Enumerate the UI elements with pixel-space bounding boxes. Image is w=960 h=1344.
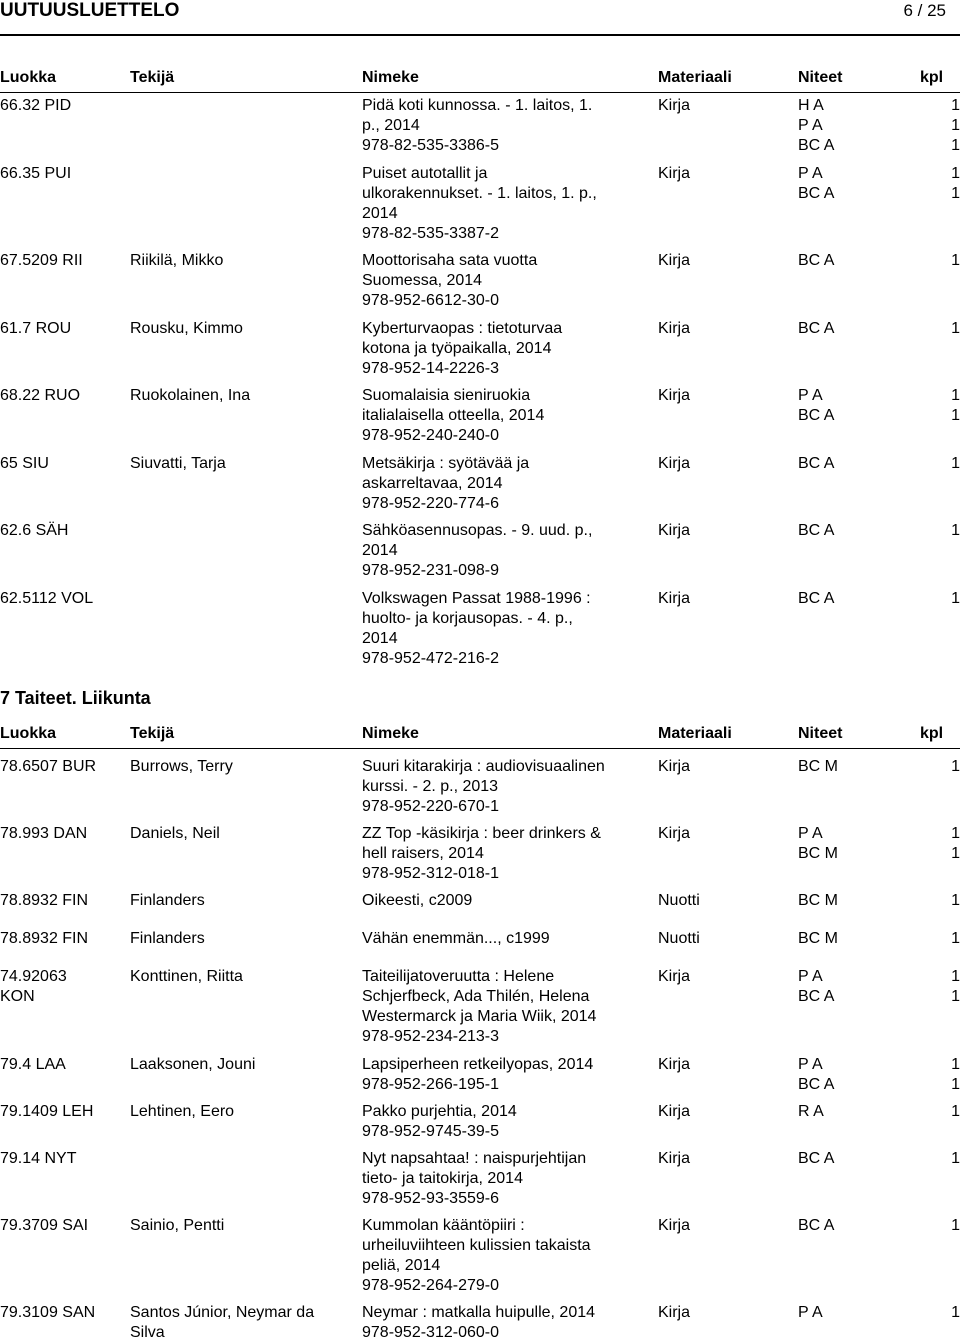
nimeke-line: Moottorisaha sata vuotta xyxy=(362,252,538,269)
cell-niteet xyxy=(798,96,908,156)
cell-nimeke xyxy=(362,929,654,949)
cell-luokka: 78.8932 FIN xyxy=(0,930,89,947)
cell-tekija: Konttinen, Riitta xyxy=(130,968,243,985)
cell-luokka: 79.3709 SAI xyxy=(0,1217,89,1234)
cell-materiaali: Nuotti xyxy=(658,892,700,909)
cell-materiaali: Kirja xyxy=(658,387,691,404)
niteet-location: BC A xyxy=(798,137,835,154)
cell-kpl xyxy=(920,164,960,204)
nimeke-line: Kummolan kääntöpiiri : xyxy=(362,1217,525,1234)
cell-tekija: Ruokolainen, Ina xyxy=(130,387,251,404)
col-header-niteet: Niteet xyxy=(798,725,843,742)
cell-kpl xyxy=(920,386,960,426)
cell-niteet xyxy=(798,1216,908,1236)
cell-kpl xyxy=(920,891,960,911)
cell-niteet xyxy=(798,891,908,911)
cell-luokka: 61.7 ROU xyxy=(0,320,72,337)
cell-niteet xyxy=(798,454,908,474)
nimeke-line: Metsäkirja : syötävää ja xyxy=(362,455,530,472)
cell-materiaali: Kirja xyxy=(658,1150,691,1167)
niteet-location: P A xyxy=(798,117,823,134)
cell-nimeke xyxy=(362,967,654,1047)
nimeke-line: 2014 xyxy=(362,205,398,222)
niteet-count: 1 xyxy=(951,407,960,424)
cell-nimeke xyxy=(362,757,654,817)
col-header-nimeke: Nimeke xyxy=(362,69,419,86)
niteet-count: 1 xyxy=(951,968,960,985)
nimeke-line: Kyberturvaopas : tietoturvaa xyxy=(362,320,563,337)
niteet-location: BC A xyxy=(798,185,835,202)
niteet-count: 1 xyxy=(951,1103,960,1120)
cell-niteet xyxy=(798,319,908,339)
cell-nimeke xyxy=(362,1149,654,1209)
nimeke-line: tieto- ja taitokirja, 2014 xyxy=(362,1170,523,1187)
nimeke-line: kotona ja työpaikalla, 2014 xyxy=(362,340,552,357)
niteet-location: P A xyxy=(798,968,823,985)
niteet-count: 1 xyxy=(951,1217,960,1234)
cell-niteet xyxy=(798,1055,908,1095)
cell-niteet xyxy=(798,386,908,426)
col-header-luokka: Luokka xyxy=(0,69,57,86)
cell-kpl xyxy=(920,1216,960,1236)
niteet-location: BC M xyxy=(798,930,838,947)
niteet-count: 1 xyxy=(951,137,960,154)
niteet-location: BC A xyxy=(798,455,835,472)
section-title: 7 Taiteet. Liikunta xyxy=(0,688,151,708)
niteet-location: BC A xyxy=(798,320,835,337)
cell-tekija: Laaksonen, Jouni xyxy=(130,1056,256,1073)
cell-materiaali: Kirja xyxy=(658,1217,691,1234)
cell-kpl xyxy=(920,319,960,339)
cell-tekija: Riikilä, Mikko xyxy=(130,252,224,269)
niteet-count: 1 xyxy=(951,252,960,269)
niteet-location: BC M xyxy=(798,892,838,909)
cell-kpl xyxy=(920,1055,960,1095)
cell-kpl xyxy=(920,824,960,864)
niteet-count: 1 xyxy=(951,825,960,842)
cell-materiaali: Kirja xyxy=(658,320,691,337)
cell-luokka: 78.6507 BUR xyxy=(0,758,97,775)
col-header-tekija: Tekijä xyxy=(130,69,175,86)
niteet-count: 1 xyxy=(951,590,960,607)
nimeke-line: 978-952-240-240-0 xyxy=(362,427,499,444)
nimeke-line: Taiteilijatoveruutta : Helene xyxy=(362,968,555,985)
col-header-materiaali: Materiaali xyxy=(658,69,732,86)
niteet-count: 1 xyxy=(951,845,960,862)
niteet-count: 1 xyxy=(951,387,960,404)
cell-kpl xyxy=(920,251,960,271)
cell-tekija: Lehtinen, Eero xyxy=(130,1103,235,1120)
nimeke-line: Neymar : matkalla huipulle, 2014 xyxy=(362,1304,596,1321)
nimeke-line: 978-952-472-216-2 xyxy=(362,650,499,667)
cell-materiaali: Kirja xyxy=(658,252,691,269)
cell-niteet xyxy=(798,521,908,541)
nimeke-line: Suomessa, 2014 xyxy=(362,272,483,289)
cell-luokka: 78.8932 FIN xyxy=(0,892,89,909)
cell-niteet xyxy=(798,1149,908,1169)
niteet-count: 1 xyxy=(951,892,960,909)
cell-niteet xyxy=(798,967,908,1007)
cell-materiaali: Kirja xyxy=(658,590,691,607)
niteet-location: BC A xyxy=(798,252,835,269)
cell-kpl xyxy=(920,454,960,474)
niteet-location: P A xyxy=(798,387,823,404)
cell-nimeke xyxy=(362,891,654,911)
nimeke-line: Pidä koti kunnossa. - 1. laitos, 1. xyxy=(362,97,593,114)
nimeke-line: Vähän enemmän..., c1999 xyxy=(362,930,550,947)
nimeke-line: Suomalaisia sieniruokia xyxy=(362,387,531,404)
nimeke-line: Sähköasennusopas. - 9. uud. p., xyxy=(362,522,593,539)
cell-materiaali: Kirja xyxy=(658,968,691,985)
nimeke-line: 2014 xyxy=(362,630,398,647)
nimeke-line: p., 2014 xyxy=(362,117,420,134)
niteet-location: BC A xyxy=(798,590,835,607)
niteet-location: BC A xyxy=(798,988,835,1005)
cell-materiaali: Kirja xyxy=(658,1304,691,1321)
niteet-count: 1 xyxy=(951,1076,960,1093)
cell-tekija: Daniels, Neil xyxy=(130,825,220,842)
cell-tekija: Siuvatti, Tarja xyxy=(130,455,226,472)
cell-tekija: Sainio, Pentti xyxy=(130,1217,225,1234)
niteet-count: 1 xyxy=(951,455,960,472)
col-header-tekija: Tekijä xyxy=(130,725,175,742)
nimeke-line: 978-952-312-018-1 xyxy=(362,865,499,882)
col-header-niteet: Niteet xyxy=(798,69,843,86)
header-divider xyxy=(0,748,960,749)
cell-materiaali: Kirja xyxy=(658,825,691,842)
cell-materiaali: Kirja xyxy=(658,1056,691,1073)
niteet-count: 1 xyxy=(951,988,960,1005)
nimeke-line: Nyt napsahtaa! : naispurjehtijan xyxy=(362,1150,587,1167)
niteet-location: BC A xyxy=(798,522,835,539)
niteet-location: H A xyxy=(798,97,824,114)
nimeke-line: 978-952-93-3559-6 xyxy=(362,1190,499,1207)
cell-luokka: 66.35 PUI xyxy=(0,165,72,182)
cell-luokka: 68.22 RUO xyxy=(0,387,81,404)
cell-luokka: 74.92063 KON xyxy=(0,968,67,1005)
cell-tekija: Rousku, Kimmo xyxy=(130,320,243,337)
cell-kpl xyxy=(920,757,960,777)
cell-luokka: 79.4 LAA xyxy=(0,1056,66,1073)
col-header-kpl: kpl xyxy=(920,725,944,742)
niteet-location: BC M xyxy=(798,845,838,862)
cell-luokka: 62.5112 VOL xyxy=(0,590,94,607)
cell-nimeke xyxy=(362,824,654,884)
page-title: UUTUUSLUETTELO xyxy=(0,0,180,21)
nimeke-line: Lapsiperheen retkeilyopas, 2014 xyxy=(362,1056,594,1073)
niteet-location: BC A xyxy=(798,407,835,424)
nimeke-line: huolto- ja korjausopas. - 4. p., xyxy=(362,610,573,627)
cell-niteet xyxy=(798,824,908,864)
col-header-materiaali: Materiaali xyxy=(658,725,732,742)
cell-luokka: 79.14 NYT xyxy=(0,1150,77,1167)
cell-tekija: Finlanders xyxy=(130,892,205,909)
nimeke-line: kurssi. - 2. p., 2013 xyxy=(362,778,499,795)
cell-tekija: Finlanders xyxy=(130,930,205,947)
cell-luokka: 65 SIU xyxy=(0,455,49,472)
cell-tekija: Burrows, Terry xyxy=(130,758,233,775)
table-header xyxy=(0,723,960,745)
cell-nimeke xyxy=(362,251,654,311)
niteet-count: 1 xyxy=(951,930,960,947)
cell-nimeke xyxy=(362,96,654,156)
cell-kpl xyxy=(920,1102,960,1122)
nimeke-line: urheiluviihteen kulissien takaista xyxy=(362,1237,591,1254)
nimeke-line: askarreltavaa, 2014 xyxy=(362,475,503,492)
cell-kpl xyxy=(920,1149,960,1169)
nimeke-line: 978-952-9745-39-5 xyxy=(362,1123,499,1140)
cell-materiaali: Kirja xyxy=(658,1103,691,1120)
cell-materiaali: Kirja xyxy=(658,97,691,114)
cell-luokka: 62.6 SÄH xyxy=(0,522,69,539)
niteet-count: 1 xyxy=(951,1304,960,1321)
cell-niteet xyxy=(798,929,908,949)
nimeke-line: 978-952-264-279-0 xyxy=(362,1277,499,1294)
cell-luokka: 79.1409 LEH xyxy=(0,1103,94,1120)
nimeke-line: Suuri kitarakirja : audiovisuaalinen xyxy=(362,758,605,775)
cell-kpl xyxy=(920,521,960,541)
nimeke-line: 978-82-535-3386-5 xyxy=(362,137,499,154)
header-divider xyxy=(0,92,960,93)
cell-nimeke xyxy=(362,386,654,446)
cell-materiaali: Kirja xyxy=(658,455,691,472)
niteet-count: 1 xyxy=(951,97,960,114)
cell-kpl xyxy=(920,967,960,1007)
col-header-kpl: kpl xyxy=(920,69,944,86)
nimeke-line: 978-952-220-774-6 xyxy=(362,495,499,512)
cell-nimeke xyxy=(362,454,654,514)
nimeke-line: Volkswagen Passat 1988-1996 : xyxy=(362,590,591,607)
nimeke-line: 978-952-231-098-9 xyxy=(362,562,499,579)
nimeke-line: 978-952-14-2226-3 xyxy=(362,360,499,377)
cell-luokka: 67.5209 RII xyxy=(0,252,83,269)
cell-niteet xyxy=(798,251,908,271)
niteet-count: 1 xyxy=(951,1150,960,1167)
nimeke-line: ZZ Top -käsikirja : beer drinkers & xyxy=(362,825,601,842)
cell-materiaali: Nuotti xyxy=(658,930,700,947)
niteet-count: 1 xyxy=(951,522,960,539)
niteet-count: 1 xyxy=(951,185,960,202)
cell-luokka: 78.993 DAN xyxy=(0,825,88,842)
nimeke-line: Oikeesti, c2009 xyxy=(362,892,473,909)
cell-kpl xyxy=(920,929,960,949)
nimeke-line: ulkorakennukset. - 1. laitos, 1. p., xyxy=(362,185,597,202)
nimeke-line: 978-952-6612-30-0 xyxy=(362,292,499,309)
nimeke-line: italialaisella otteella, 2014 xyxy=(362,407,545,424)
cell-nimeke xyxy=(362,521,654,581)
cell-niteet xyxy=(798,164,908,204)
niteet-location: BC A xyxy=(798,1150,835,1167)
nimeke-line: Puiset autotallit ja xyxy=(362,165,488,182)
page-number: 6 / 25 xyxy=(903,1,946,20)
cell-kpl xyxy=(920,589,960,609)
cell-kpl xyxy=(920,1303,960,1323)
cell-nimeke xyxy=(362,1102,654,1142)
cell-niteet xyxy=(798,1303,908,1323)
nimeke-line: Westermarck ja Maria Wiik, 2014 xyxy=(362,1008,597,1025)
nimeke-line: 978-952-312-060-0 xyxy=(362,1324,499,1341)
niteet-location: BC A xyxy=(798,1217,835,1234)
cell-materiaali: Kirja xyxy=(658,758,691,775)
cell-materiaali: Kirja xyxy=(658,165,691,182)
cell-niteet xyxy=(798,589,908,609)
cell-nimeke xyxy=(362,1055,654,1095)
niteet-location: R A xyxy=(798,1103,824,1120)
niteet-count: 1 xyxy=(951,1056,960,1073)
nimeke-line: Pakko purjehtia, 2014 xyxy=(362,1103,517,1120)
niteet-location: BC A xyxy=(798,1076,835,1093)
niteet-location: P A xyxy=(798,165,823,182)
col-header-nimeke: Nimeke xyxy=(362,725,419,742)
niteet-count: 1 xyxy=(951,320,960,337)
niteet-location: P A xyxy=(798,1304,823,1321)
nimeke-line: 978-952-220-670-1 xyxy=(362,798,499,815)
niteet-location: P A xyxy=(798,1056,823,1073)
cell-nimeke xyxy=(362,164,654,244)
table-header xyxy=(0,67,960,89)
nimeke-line: Schjerfbeck, Ada Thilén, Helena xyxy=(362,988,590,1005)
nimeke-line: 978-952-266-195-1 xyxy=(362,1076,499,1093)
cell-niteet xyxy=(798,757,908,777)
niteet-location: P A xyxy=(798,825,823,842)
cell-kpl xyxy=(920,96,960,156)
cell-luokka: 79.3109 SAN xyxy=(0,1304,96,1321)
cell-niteet xyxy=(798,1102,908,1122)
niteet-location: BC M xyxy=(798,758,838,775)
nimeke-line: 978-952-234-213-3 xyxy=(362,1028,499,1045)
col-header-luokka: Luokka xyxy=(0,725,57,742)
cell-nimeke xyxy=(362,319,654,379)
cell-nimeke xyxy=(362,1303,654,1343)
cell-materiaali: Kirja xyxy=(658,522,691,539)
niteet-count: 1 xyxy=(951,117,960,134)
nimeke-line: 978-82-535-3387-2 xyxy=(362,225,499,242)
cell-nimeke xyxy=(362,1216,654,1296)
cell-tekija: Santos Júnior, Neymar da Silva xyxy=(130,1304,315,1341)
cell-luokka: 66.32 PID xyxy=(0,97,72,114)
niteet-count: 1 xyxy=(951,165,960,182)
cell-nimeke xyxy=(362,589,654,669)
nimeke-line: 2014 xyxy=(362,542,398,559)
nimeke-line: peliä, 2014 xyxy=(362,1257,441,1274)
nimeke-line: hell raisers, 2014 xyxy=(362,845,484,862)
niteet-count: 1 xyxy=(951,758,960,775)
header-rule xyxy=(0,34,960,36)
